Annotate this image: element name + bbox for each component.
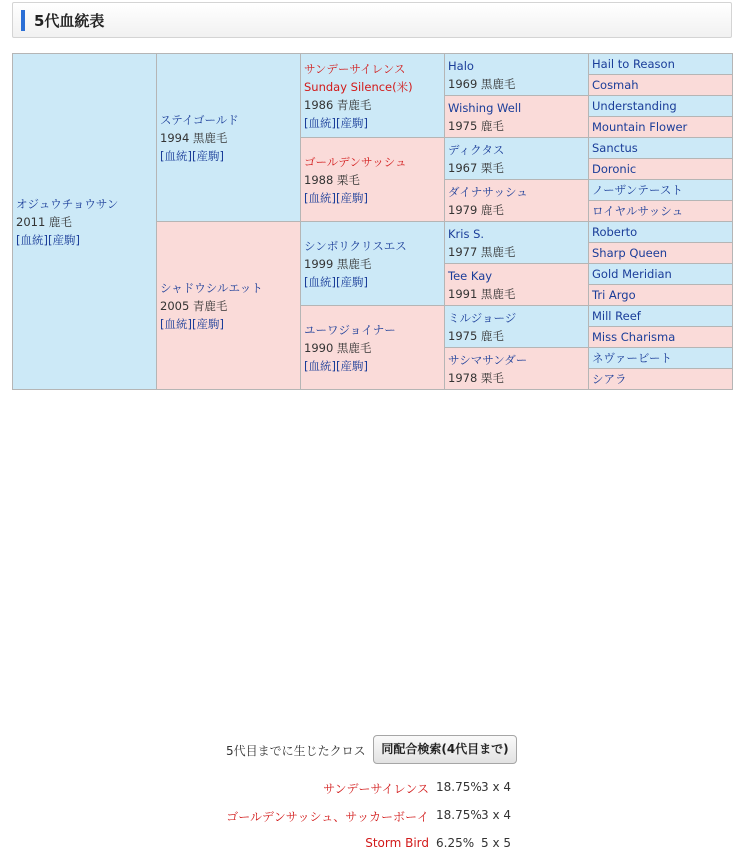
horse-name-link[interactable]: Understanding <box>592 99 677 113</box>
horse-info: 1967 栗毛 <box>448 160 504 175</box>
pedigree-cell-gen2 <box>157 54 301 222</box>
horse-name-link[interactable]: ユーワジョイナー <box>304 322 396 337</box>
pedigree-cell-gen4 <box>445 264 589 306</box>
pedigree-link[interactable]: [血統] <box>304 115 336 130</box>
cross-generation: 3 x 4 <box>481 808 511 822</box>
offspring-link[interactable]: [産駒] <box>335 190 368 205</box>
horse-name-link[interactable]: ステイゴールド <box>160 112 239 127</box>
same-mating-search-button[interactable]: 同配合検索(4代目まで) <box>373 735 517 764</box>
horse-name-link[interactable]: ロイヤルサッシュ <box>592 204 684 218</box>
horse-name-link[interactable]: Mountain Flower <box>592 120 688 134</box>
horse-name-link[interactable]: シャドウシルエット <box>160 280 263 295</box>
horse-info: 1979 鹿毛 <box>448 202 504 217</box>
horse-info: 2011 鹿毛 <box>16 214 72 229</box>
cross-horse-name[interactable]: サンデーサイレンス <box>323 782 429 796</box>
horse-name-link[interactable]: ネヴァービート <box>592 351 672 365</box>
pedigree-cell-gen5 <box>589 138 733 159</box>
cross-percent: 6.25% <box>436 836 475 850</box>
pedigree-cell-gen5 <box>589 222 733 243</box>
pedigree-cell-gen5 <box>589 75 733 96</box>
cross-label: 5代目までに生じたクロス <box>226 744 366 758</box>
horse-name-link[interactable]: Halo <box>448 58 474 73</box>
offspring-link[interactable]: [産駒] <box>47 232 80 247</box>
offspring-link[interactable]: [産駒] <box>191 316 224 331</box>
pedigree-cell-gen4 <box>445 306 589 348</box>
pedigree-link[interactable]: [血統] <box>16 232 48 247</box>
horse-info: 1986 青鹿毛 <box>304 97 372 112</box>
horse-name-link[interactable]: ゴールデンサッシュ <box>304 154 407 169</box>
pedigree-cell-gen5 <box>589 54 733 75</box>
horse-info: 1991 黒鹿毛 <box>448 286 516 301</box>
cross-horse-name[interactable]: ゴールデンサッシュ、サッカーボーイ <box>226 810 429 824</box>
pedigree-link[interactable]: [血統] <box>160 316 192 331</box>
horse-name-link[interactable]: Tee Kay <box>448 268 493 283</box>
horse-name-link[interactable]: オジュウチョウサン <box>16 196 119 211</box>
cross-row <box>0 780 749 798</box>
pedigree-cell-gen5 <box>589 306 733 327</box>
offspring-link[interactable]: [産駒] <box>191 148 224 163</box>
pedigree-cell-gen5 <box>589 327 733 348</box>
horse-info: 1975 鹿毛 <box>448 328 504 343</box>
pedigree-cell-gen5 <box>589 96 733 117</box>
horse-name-link[interactable]: Tri Argo <box>592 288 636 302</box>
offspring-link[interactable]: [産駒] <box>335 358 368 373</box>
horse-name-link[interactable]: Hail to Reason <box>592 57 675 71</box>
pedigree-cell-gen5 <box>589 201 733 222</box>
horse-info: 1990 黒鹿毛 <box>304 340 372 355</box>
pedigree-cell-gen4 <box>445 348 589 390</box>
horse-name-link[interactable]: ダイナサッシュ <box>448 184 528 199</box>
pedigree-cell-gen1 <box>13 54 157 390</box>
horse-name-link[interactable]: Sharp Queen <box>592 246 668 260</box>
offspring-link[interactable]: [産駒] <box>335 115 368 130</box>
pedigree-cell-gen5 <box>589 117 733 138</box>
pedigree-link[interactable]: [血統] <box>304 274 336 289</box>
pedigree-cell-gen5 <box>589 264 733 285</box>
pedigree-table <box>12 53 733 726</box>
horse-name-link[interactable]: Gold Meridian <box>592 267 672 281</box>
horse-info: 1977 黒鹿毛 <box>448 244 516 259</box>
horse-name-link[interactable]: Doronic <box>592 162 637 176</box>
horse-name-link[interactable]: Mill Reef <box>592 309 641 323</box>
horse-info: 2005 青鹿毛 <box>160 298 228 313</box>
horse-name-link[interactable]: ミルジョージ <box>448 310 517 325</box>
pedigree-cell-gen4 <box>445 54 589 96</box>
offspring-link[interactable]: [産駒] <box>335 274 368 289</box>
horse-name-link[interactable]: シンボリクリスエス <box>304 238 407 253</box>
pedigree-cell-gen5 <box>589 285 733 306</box>
pedigree-cell-gen4 <box>445 222 589 264</box>
horse-info: 1999 黒鹿毛 <box>304 256 372 271</box>
cross-generation: 5 x 5 <box>481 836 511 850</box>
horse-name-link[interactable]: ディクタス <box>448 142 505 157</box>
horse-name-link[interactable]: Wishing Well <box>448 100 522 115</box>
horse-name-link[interactable]: Kris S. <box>448 226 485 241</box>
pedigree-cell-gen5 <box>589 243 733 264</box>
pedigree-cell-gen3 <box>301 222 445 306</box>
pedigree-cell-gen2 <box>157 222 301 390</box>
pedigree-link[interactable]: [血統] <box>304 358 336 373</box>
page-title: 5代血統表 <box>34 12 105 30</box>
pedigree-cell-gen5 <box>589 348 733 369</box>
horse-info: 1994 黒鹿毛 <box>160 130 228 145</box>
pedigree-cell-gen5 <box>589 180 733 201</box>
horse-info: 1988 栗毛 <box>304 172 360 187</box>
horse-name-origin[interactable]: Sunday Silence(米) <box>304 79 413 94</box>
horse-name-link[interactable]: ノーザンテースト <box>592 183 683 197</box>
cross-percent: 18.75% <box>436 780 482 794</box>
cross-percent: 18.75% <box>436 808 482 822</box>
pedigree-cell-gen4 <box>445 138 589 180</box>
cross-row <box>0 808 749 826</box>
horse-name-link[interactable]: Sanctus <box>592 141 638 155</box>
pedigree-link[interactable]: [血統] <box>160 148 192 163</box>
pedigree-cell-gen5 <box>589 159 733 180</box>
horse-info: 1975 鹿毛 <box>448 118 504 133</box>
pedigree-cell-gen3 <box>301 138 445 222</box>
cross-row <box>0 836 749 854</box>
horse-name-link[interactable]: サンデーサイレンス <box>304 61 406 76</box>
cross-horse-name[interactable]: Storm Bird <box>365 836 429 850</box>
horse-name-link[interactable]: サシマサンダー <box>448 352 528 367</box>
pedigree-cell-gen4 <box>445 96 589 138</box>
pedigree-cell-gen4 <box>445 180 589 222</box>
section-header <box>12 2 732 38</box>
cross-generation: 3 x 4 <box>481 780 511 794</box>
horse-name-link[interactable]: シアラ <box>592 372 627 386</box>
pedigree-link[interactable]: [血統] <box>304 190 336 205</box>
horse-name-link[interactable]: Miss Charisma <box>592 330 676 344</box>
horse-name-link[interactable]: Roberto <box>592 225 638 239</box>
horse-info: 1978 栗毛 <box>448 370 504 385</box>
horse-info: 1969 黒鹿毛 <box>448 76 516 91</box>
pedigree-cell-gen3 <box>301 54 445 138</box>
pedigree-cell-gen3 <box>301 306 445 390</box>
horse-name-link[interactable]: Cosmah <box>592 78 639 92</box>
header-accent-bar <box>21 10 25 31</box>
pedigree-cell-gen5 <box>589 369 733 390</box>
